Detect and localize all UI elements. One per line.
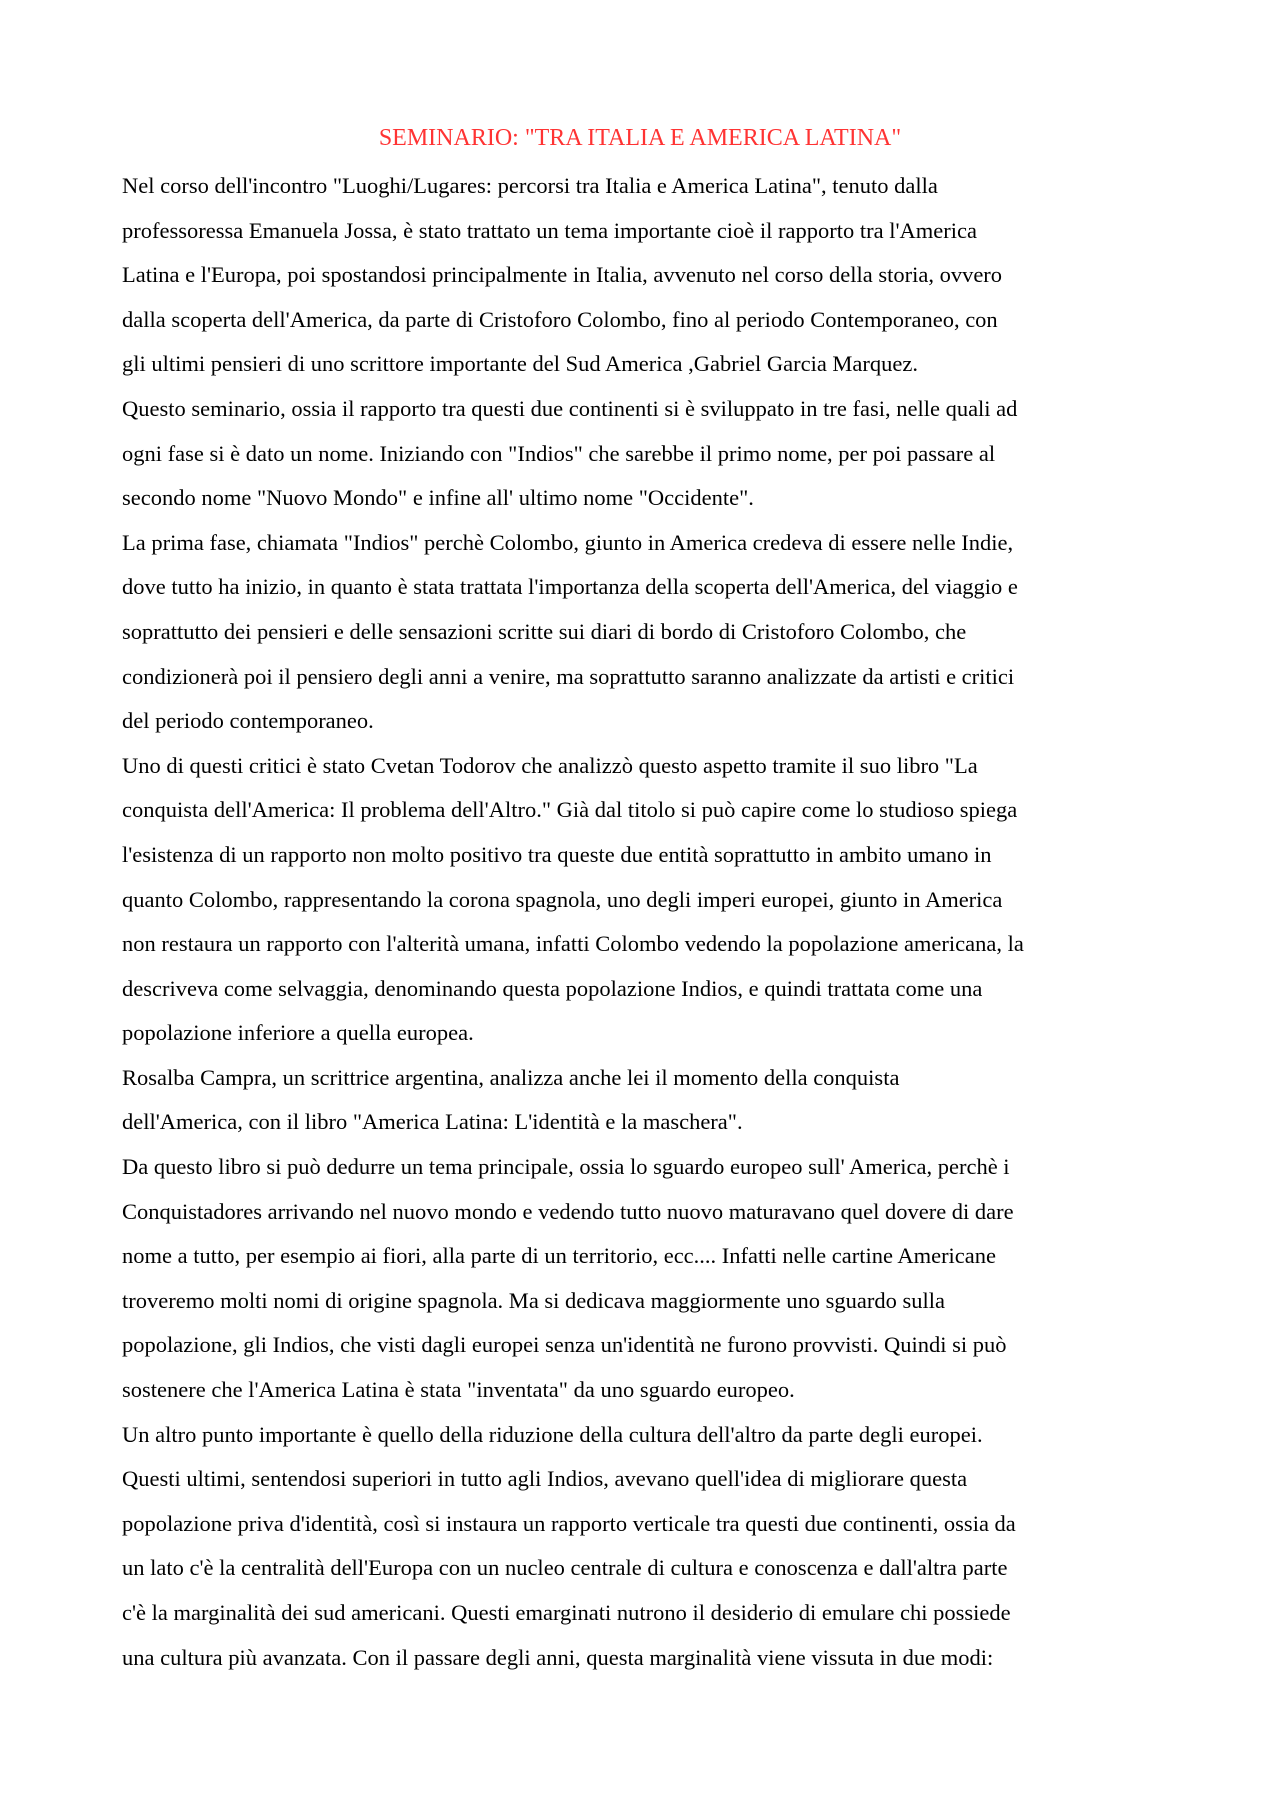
document-title: SEMINARIO: "TRA ITALIA E AMERICA LATINA" (378, 125, 902, 151)
document-body: Nel corso dell'incontro "Luoghi/Lugares: percorsi tra Italia e America Latina", tenuto dalla professoressa Emanuela Jossa, è stato trattato un tema importante cioè il rapporto tra l'America Latina e l'Europa, poi spostandosi principalmente in Italia, avvenuto nel corso della storia, ovvero dalla scoperta dell'America, da parte di Cristoforo Colombo, fino al periodo Contemporaneo, con gli ultimi pensieri di uno scrittore importante del Sud America ,Gabriel Garcia Marquez. Questo seminario, ossia il rapporto tra questi due continenti si è sviluppato in tre fasi, nelle quali ad ogni fase si è dato un nome. Iniziando con "Indios" che sarebbe il primo nome, per poi passare al secondo nome "Nuovo Mondo" e infine all' ultimo nome "Occidente". La prima fase, chiamata "Indios" perchè Colombo, giunto in America credeva di essere nelle Indie, dove tutto ha inizio, in quanto è stata trattata l'importanza della scoperta dell'America, del viaggio e soprattutto dei pensieri e delle sensazioni scritte sui diari di bordo di Cristoforo Colombo, che condizionerà poi il pensiero degli anni a venire, ma soprattutto saranno analizzate da artisti e critici del periodo contemporaneo. Uno di questi critici è stato Cvetan Todorov che analizzò questo aspetto tramite il suo libro "La conquista dell'America: Il problema dell'Altro." Già dal titolo si può capire come lo studioso spiega l'esistenza di un rapporto non molto positivo tra queste due entità soprattutto in ambito umano in quanto Colombo, rappresentando la corona spagnola, uno degli imperi europei, giunto in America non restaura un rapporto con l'alterità umana, infatti Colombo vedendo la popolazione americana, la descriveva come selvaggia, denominando questa popolazione Indios, e quindi trattata come una popolazione inferiore a quella europea. Rosalba Campra, un scrittrice argentina, analizza anche lei il momento della conquista dell'America, con il libro "America Latina: L'identità e la maschera". Da questo libro si può dedurre un tema principale, ossia lo sguardo europeo sull' America, perchè i Conquistadores arrivando nel nuovo mondo e vedendo tutto nuovo maturavano quel dovere di dare nome a tutto, per esempio ai fiori, alla parte di un territorio, ecc.... Infatti nelle cartine Americane troveremo molti nomi di origine spagnola. Ma si dedicava maggiormente uno sguardo sulla popolazione, gli Indios, che visti dagli europei senza un'identità ne furono provvisti. Quindi si può sostenere che l'America Latina è stata "inventata" da uno sguardo europeo. Un altro punto importante è quello della riduzione della cultura dell'altro da parte degli europei. Questi ultimi, sentendosi superiori in tutto agli Indios, avevano quell'idea di migliorare questa popolazione priva d'identità, così si instaura un rapporto verticale tra questi due continenti, ossia da un lato c'è la centralità dell'Europa con un nucleo centrale di cultura e conoscenza e dall'altra parte c'è la marginalità dei sud americani. Questi emarginati nutrono il desiderio di emulare chi possiede una cultura più avanzata. Con il passare degli anni, questa marginalità viene vissuta in due modi: (122, 173, 1024, 1670)
